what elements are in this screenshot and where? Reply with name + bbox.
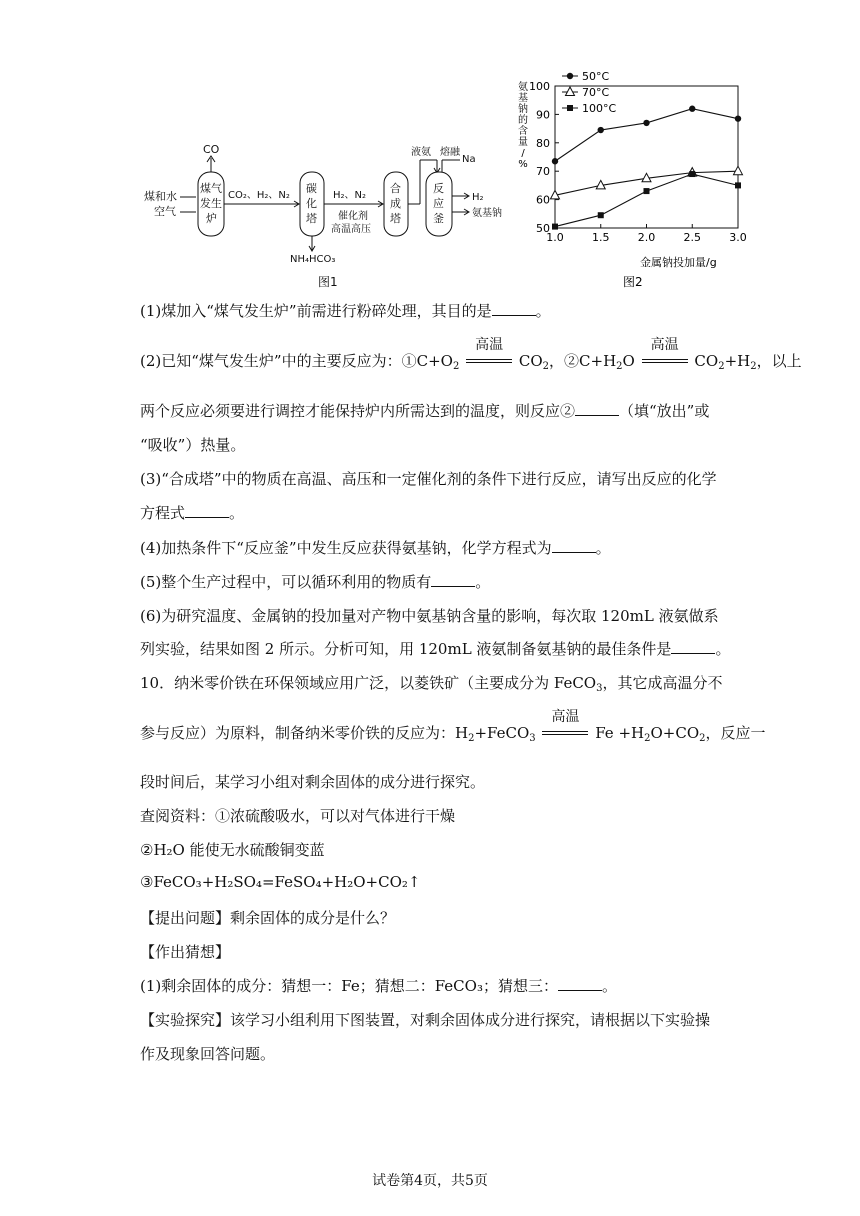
condition-high-temp-3: 高温 [540, 726, 590, 742]
fig1-sodium: Na [462, 154, 476, 165]
fig1-out-product: 氨基钠 [472, 208, 502, 219]
svg-text:应: 应 [433, 197, 444, 210]
data-point-triangle [734, 166, 743, 175]
data-point-circle [567, 73, 573, 79]
legend-label: 50°C [582, 70, 610, 83]
y-tick-label: 90 [536, 108, 550, 122]
fig1-byproduct: NH₄HCO₃ [290, 254, 336, 265]
question-3-line2: 方程式 。 [140, 504, 245, 522]
svg-text:成: 成 [390, 197, 401, 210]
question-6-line1: (6)为研究温度、金属钠的投加量对产物中氨基钠含量的影响，每次取 120mL 液氨做系 [140, 607, 719, 625]
x-tick-label: 2.5 [683, 231, 701, 244]
chart-axes [529, 80, 747, 244]
question-10-line1: 10．纳米零价铁在环保领域应用广泛，以菱铁矿（主要成分为 FeCO$_3$，其它成高温分不 [140, 674, 723, 694]
fig1-input-air: 空气 [154, 205, 176, 218]
data-point-square [689, 171, 695, 177]
chart-ylabel [518, 80, 528, 170]
y-tick-label: 80 [536, 136, 550, 150]
figure2-chart [518, 70, 747, 289]
fig1-conditions-2: 高温高压 [331, 224, 371, 235]
question-1: (1)煤加入“煤气发生炉”前需进行粉碎处理，其目的是 。 [140, 302, 551, 320]
fig1-input-coal-water: 煤和水 [144, 190, 177, 203]
answer-blank-3[interactable] [185, 503, 229, 518]
svg-text:化: 化 [306, 197, 317, 210]
ylabel-char: % [518, 159, 528, 170]
svg-text:碳: 碳 [306, 182, 317, 195]
ylabel-char: / [521, 148, 525, 159]
reference-3: ③FeCO₃+H₂SO₄=FeSO₄+H₂O+CO₂↑ [140, 873, 421, 891]
svg-text:煤气: 煤气 [200, 182, 222, 195]
svg-text:发生: 发生 [200, 197, 222, 210]
question-3-line1: (3)“合成塔”中的物质在高温、高压和一定催化剂的条件下进行反应，请写出反应的化学 [140, 470, 717, 488]
fig1-molten: 熔融 [440, 147, 460, 158]
condition-high-temp-2: 高温 [640, 354, 690, 370]
ylabel-char: 含 [518, 126, 528, 137]
y-tick-label: 60 [536, 193, 550, 207]
question-title: 【提出问题】剩余固体的成分是什么？ [140, 909, 396, 927]
y-tick-label: 50 [536, 222, 550, 235]
figure2-caption: 图2 [623, 275, 643, 289]
answer-blank-1[interactable] [492, 301, 536, 316]
data-point-square [567, 105, 573, 111]
data-point-square [552, 224, 558, 230]
question-2-line2: 两个反应必须要进行调控才能保持炉内所需达到的温度，则反应② （填“放出”或 [140, 402, 710, 420]
data-point-square [644, 188, 650, 194]
figures-svg [130, 62, 770, 300]
chart-xlabel: 金属钠投加量/g [640, 256, 717, 269]
figure1-caption: 图1 [318, 275, 338, 289]
answer-blank-6[interactable] [671, 639, 715, 654]
question-5: (5)整个生产过程中，可以循环利用的物质有 。 [140, 573, 491, 591]
data-point-triangle [566, 87, 575, 96]
condition-high-temp: 高温 [464, 354, 514, 370]
fig1-liquid-ammonia: 液氨 [411, 147, 431, 158]
fig1-out-h2: H₂ [472, 192, 484, 203]
guess-title: 【作出猜想】 [140, 943, 231, 961]
series-line-0 [555, 109, 738, 162]
x-tick-label: 2.0 [637, 231, 656, 244]
fig1-output-co: CO [203, 143, 220, 156]
data-point-circle [552, 158, 558, 164]
svg-text:合: 合 [390, 182, 401, 195]
svg-text:塔: 塔 [390, 212, 401, 225]
answer-blank-2[interactable] [575, 401, 619, 416]
fig1-stream1: CO₂、H₂、N₂ [228, 190, 290, 201]
answer-blank-guess[interactable] [558, 976, 602, 991]
fig1-stream2: H₂、N₂ [333, 190, 367, 201]
legend-label: 70°C [582, 86, 610, 99]
ylabel-char: 钠 [518, 104, 528, 115]
y-tick-label: 100 [529, 80, 550, 93]
fig1-conditions-1: 催化剂 [338, 211, 368, 222]
ylabel-char: 量 [518, 137, 528, 148]
answer-blank-5[interactable] [431, 572, 475, 587]
ylabel-char: 氨 [518, 82, 528, 93]
question-10-line2: 参与反应）为原料，制备纳米零价铁的反应为：$H_2+FeCO_3$ 高温 $Fe +H_2O+CO_2$，反应一 [140, 709, 766, 744]
explore-line2: 作及现象回答问题。 [140, 1045, 276, 1063]
data-point-circle [598, 127, 604, 133]
question-2-line3: “吸收”）热量。 [140, 436, 246, 454]
data-point-square [598, 212, 604, 218]
svg-text:反: 反 [433, 182, 444, 195]
x-tick-label: 3.0 [729, 231, 747, 244]
chart-series [551, 106, 743, 230]
y-tick-label: 70 [536, 165, 550, 179]
data-point-square [735, 182, 741, 188]
figure1-flowchart [144, 143, 502, 289]
question-4: (4)加热条件下“反应釜”中发生反应获得氨基钠，化学方程式为 。 [140, 539, 611, 557]
legend-label: 100°C [582, 102, 617, 115]
svg-text:塔: 塔 [306, 212, 317, 225]
data-point-circle [735, 115, 741, 121]
ylabel-char: 基 [518, 93, 528, 104]
question-2-equation: (2)已知“煤气发生炉”中的主要反应为：$①C+O_2$ 高温 $CO_2$，$②C+H_2O$ 高温 $CO_2+H_2$，以上 [140, 337, 802, 372]
svg-text:釜: 釜 [433, 212, 444, 225]
guess-line: (1)剩余固体的成分：猜想一：Fe；猜想二：FeCO₃；猜想三： 。 [140, 977, 617, 995]
data-point-circle [643, 120, 649, 126]
reference-1: 查阅资料：①浓硫酸吸水，可以对气体进行干燥 [140, 807, 456, 825]
x-tick-label: 1.0 [546, 231, 564, 244]
explore-line1: 【实验探究】该学习小组利用下图装置，对剩余固体成分进行探究，请根据以下实验操 [140, 1011, 711, 1029]
svg-text:炉: 炉 [206, 212, 217, 225]
figures-area [130, 62, 770, 300]
reference-2: ②H₂O 能使无水硫酸铜变蓝 [140, 841, 325, 859]
answer-blank-4[interactable] [552, 538, 596, 553]
question-10-line3: 段时间后，某学习小组对剩余固体的成分进行探究。 [140, 773, 486, 791]
question-6-line2: 列实验，结果如图 2 所示。分析可知，用 120mL 液氨制备氨基钠的最佳条件是 。 [140, 640, 731, 658]
chart-legend [562, 70, 616, 115]
x-tick-label: 1.5 [592, 231, 610, 244]
data-point-circle [689, 106, 695, 112]
page-footer: 试卷第4页，共5页 [372, 1173, 488, 1189]
ylabel-char: 的 [518, 115, 528, 126]
